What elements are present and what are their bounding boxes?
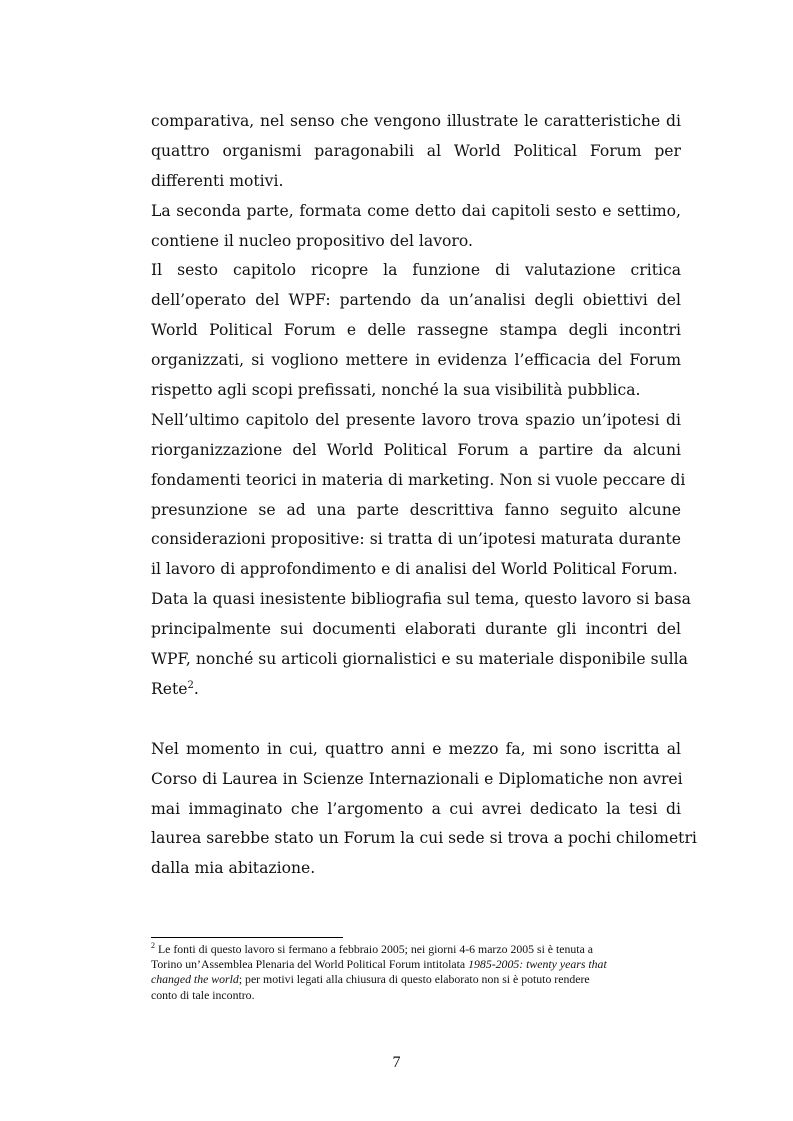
text-line: il lavoro di approfondimento e di analisi del World Political Forum. (151, 560, 678, 579)
text-line: differenti motivi. (151, 171, 284, 190)
text-line: World Political Forum e delle rassegne stampa degli incontri (151, 321, 681, 340)
footnote (151, 942, 681, 1003)
text-line: presunzione se ad una parte descrittiva fanno seguito alcune (151, 500, 681, 519)
text-line: Il sesto capitolo ricopre la funzione di valutazione critica (151, 261, 681, 280)
text-line: Nel momento in cui, quattro anni e mezzo fa, mi sono iscritta al (151, 739, 681, 758)
text-line: rispetto agli scopi prefissati, nonché la sua visibilità pubblica. (151, 381, 641, 400)
page-number: 7 (392, 1054, 401, 1071)
text-line: WPF, nonché su articoli giornalistici e su materiale disponibile sulla (151, 650, 688, 669)
text-line: laurea sarebbe stato un Forum la cui sede si trova a pochi chilometri (151, 829, 697, 848)
text-line: organizzati, si vogliono mettere in evidenza l’efficacia del Forum (151, 351, 681, 370)
text-line: Data la quasi inesistente bibliografia sul tema, questo lavoro si basa (151, 590, 691, 609)
text-line: considerazioni propositive: si tratta di un’ipotesi maturata durante (151, 530, 681, 549)
footnote-italic-title: changed the world (151, 972, 239, 987)
paragraph-gap (151, 705, 681, 735)
footnote-line (151, 972, 681, 987)
text-line-content: Rete (151, 679, 188, 698)
footnote-text: ; per motivi legati alla chiusura di questo elaborato non si è potuto rendere (238, 972, 590, 987)
footnote-line (151, 957, 681, 972)
footnote-text: Torino un’Assemblea Plenaria del World Political Forum intitolata (151, 957, 469, 972)
text-line: Nell’ultimo capitolo del presente lavoro trova spazio un’ipotesi di (151, 410, 681, 429)
footnote-italic-title: 1985-2005: twenty years that (468, 957, 607, 972)
text-line: dalla mia abitazione. (151, 859, 316, 878)
body-text (151, 107, 697, 884)
text-line: principalmente sui documenti elaborati durante gli incontri del (151, 620, 681, 639)
text-line: dell’operato del WPF: partendo da un’analisi degli obiettivi del (151, 291, 681, 310)
footnote-divider (151, 937, 343, 938)
text-line: fondamenti teorici in materia di marketing. Non si vuole peccare di (151, 470, 686, 489)
footnote-line (151, 942, 681, 957)
text-line: La seconda parte, formata come detto dai capitoli sesto e settimo, (151, 201, 681, 220)
text-line: mai immaginato che l’argomento a cui avrei dedicato la tesi di (151, 799, 681, 818)
text-line: contiene il nucleo propositivo del lavoro. (151, 231, 473, 250)
text-line: riorganizzazione del World Political Forum a partire da alcuni (151, 440, 681, 459)
footnote-reference[interactable]: 2 (187, 679, 194, 691)
text-line: Corso di Laurea in Scienze Internazionali e Diplomatiche non avrei (151, 769, 683, 788)
text-line: comparativa, nel senso che vengono illustrate le caratteristiche di (151, 112, 681, 130)
footnote-line: conto di tale incontro. (151, 987, 255, 1002)
text-line: quattro organismi paragonabili al World Political Forum per (151, 141, 681, 160)
footnote-number: 2 (151, 941, 155, 951)
text-line: Rete$^2$. (151, 679, 199, 698)
footnote-text: Le fonti di questo lavoro si fermano a febbraio 2005; nei giorni 4-6 marzo 2005 si è tenuta a (157, 942, 594, 956)
